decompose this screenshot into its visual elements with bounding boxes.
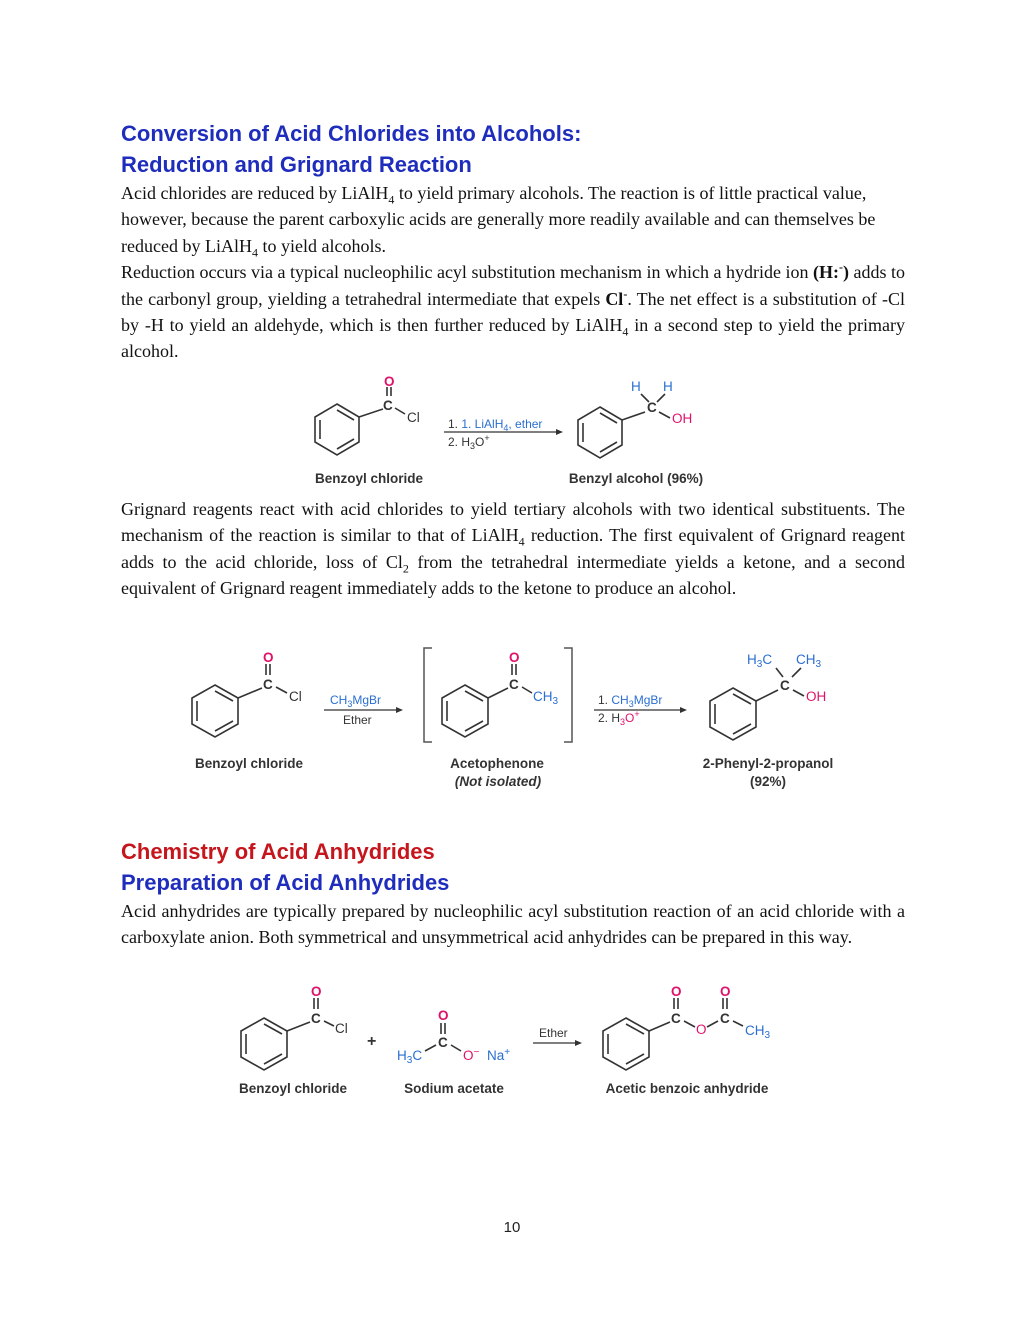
paragraph-mechanism: Reduction occurs via a typical nucleophilic acyl substitution mechanism in which a hydride ion (H:-) adds to the carbonyl group, yielding a tetrahedral intermediate that expels Cl-. The net effect is a substitution of -Cl by -H to yield an aldehyde, which is then further reduced by LiAlH$_4$ in a second step to yield the primary alcohol.: [121, 260, 906, 362]
reagent-step-1: 1. $CH_3MgBr$: [598, 693, 663, 709]
atom-c: C: [720, 1011, 730, 1026]
reagent-solvent: Ether: [539, 1026, 568, 1040]
atom-cl: Cl: [289, 689, 302, 704]
atom-ch3: $CH_3$: [533, 689, 559, 707]
page-number: 10: [503, 1219, 521, 1236]
section-anhydrides: [121, 836, 905, 951]
atom-h3c: $H_3C$: [397, 1048, 423, 1066]
benzene-ring: [603, 1018, 649, 1070]
benzene-ring: [710, 688, 756, 740]
atom-cl: Cl: [335, 1021, 348, 1036]
atom-o: O: [438, 1008, 449, 1023]
reagent-solvent: Ether: [343, 713, 372, 727]
benzene-ring: [192, 685, 238, 737]
bracket-right: [564, 648, 572, 742]
compound-name-benzoyl-chloride: Benzoyl chloride: [314, 471, 424, 486]
atom-oh: OH: [672, 411, 693, 426]
section-title: Chemistry of Acid Anhydrides: [121, 839, 435, 864]
compound-name-benzyl-alcohol: Benzyl alcohol (96%): [568, 471, 704, 486]
benzene-ring: [315, 404, 359, 455]
paragraph-anhydride-prep: Acid anhydrides are typically prepared by nucleophilic acyl substitution reaction of an acid chloride with a carboxylate anion. Both symmetrical and unsymmetrical acid anhydrides can be prepared in this way.: [121, 901, 905, 948]
benzene-ring: [578, 407, 622, 458]
benzene-ring: [241, 1018, 287, 1070]
reagent-step-1: 1. 1. LiAlH$_4$, ether: [448, 417, 543, 433]
atom-cl: Cl: [407, 410, 420, 425]
atom-c: C: [311, 1011, 321, 1026]
compound-name-sodium-acetate: Sodium acetate: [404, 1081, 504, 1096]
atom-h: H: [663, 379, 673, 394]
paragraph-block-grignard: [121, 496, 905, 602]
paragraph-grignard: Grignard reagents react with acid chlorides to yield tertiary alcohols with two identical substituents. The mechanism of the reaction is similar to that of LiAlH$_4$ reduction. The first equivalent of Grignard reagent adds to the acid chloride, loss of $Cl_2$ from the tetrahedral intermediate yields a ketone, and a second equivalent of Grignard reagent immediately adds to the ketone to produce an alcohol.: [121, 499, 905, 599]
section-title: Conversion of Acid Chlorides into Alcohols:: [121, 121, 582, 146]
section-reduction: [121, 118, 905, 365]
atom-c: C: [647, 400, 657, 415]
atom-c: C: [671, 1011, 681, 1026]
compound-name-benzoyl-chloride: Benzoyl chloride: [194, 756, 304, 771]
section-subtitle: Reduction and Grignard Reaction: [121, 152, 472, 177]
plus-sign: +: [367, 1033, 377, 1050]
atom-c: C: [263, 677, 273, 692]
compound-name-benzoyl-chloride: Benzoyl chloride: [238, 1081, 348, 1096]
compound-name-anhydride: Acetic benzoic anhydride: [605, 1081, 769, 1096]
atom-h3c: $H_3C$: [747, 652, 773, 670]
scheme-anhydride-preparation: [0, 978, 1024, 1103]
paragraph-intro: Acid chlorides are reduced by LiAlH$_4$ to yield primary alcohols. The reaction is of little practical value, however, because the parent carboxylic acids are generally more readily available and can themselves be reduced by LiAlH$_4$ to yield alcohols.: [121, 183, 876, 260]
compound-name-phenyl-propanol: 2-Phenyl-2-propanol: [702, 756, 834, 771]
atom-o: O: [671, 984, 682, 999]
atom-h: H: [631, 379, 641, 394]
compound-yield: (92%): [749, 774, 787, 789]
atom-o: O: [720, 984, 731, 999]
bracket-left: [424, 648, 432, 742]
atom-o: O: [509, 650, 520, 665]
compound-note-not-isolated: (Not isolated): [454, 774, 542, 789]
atom-c: C: [438, 1035, 448, 1050]
atom-c: C: [780, 678, 790, 693]
atom-o: O: [311, 984, 322, 999]
atom-ch3: $CH_3$: [796, 652, 822, 670]
atom-o-bridge: O: [696, 1022, 707, 1037]
atom-na-plus: Na+: [487, 1047, 511, 1063]
scheme-lialh4-reduction: [0, 370, 1024, 495]
atom-c: C: [509, 677, 519, 692]
atom-o: O: [263, 650, 274, 665]
reagent-grignard: $CH_3MgBr$: [330, 693, 382, 709]
section-subtitle: Preparation of Acid Anhydrides: [121, 870, 450, 895]
atom-o: O: [384, 374, 395, 389]
atom-o-minus: O−: [463, 1047, 480, 1063]
atom-c: C: [383, 398, 393, 413]
scheme-grignard-reaction: [0, 640, 1024, 800]
atom-ch3: $CH_3$: [745, 1023, 771, 1041]
compound-name-acetophenone: Acetophenone: [450, 756, 544, 771]
reagent-step-2: 2. $H_3O^+$: [598, 709, 640, 727]
atom-oh: OH: [806, 689, 827, 704]
benzene-ring: [442, 685, 488, 737]
reagent-step-2: 2. $H_3O^+$: [448, 433, 490, 451]
